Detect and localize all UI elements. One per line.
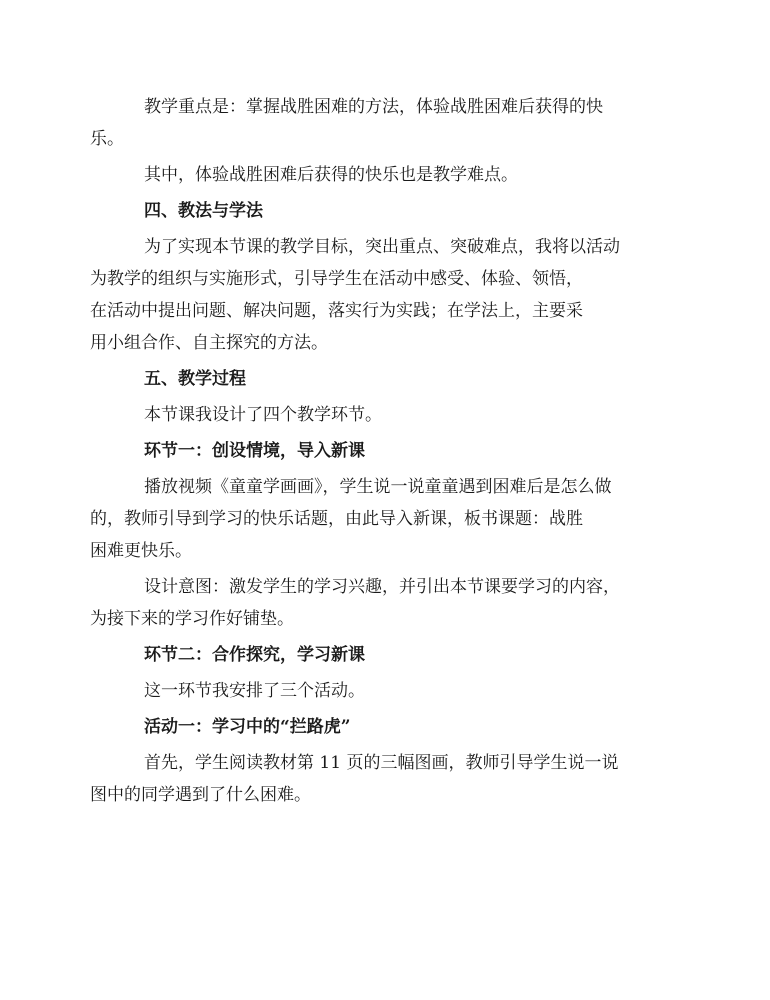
text-line: 其中，体验战胜困难后获得的快乐也是教学难点。 (144, 165, 518, 185)
paragraph-four-steps (117, 399, 657, 431)
text-line: 困难更快乐。 (90, 541, 192, 561)
paragraph-teaching-difficulty (117, 159, 657, 191)
text-line: 本节课我设计了四个教学环节。 (144, 405, 382, 425)
paragraph-three-activities (117, 675, 657, 707)
text-line: 图中的同学遇到了什么困难。 (90, 785, 311, 805)
text-line: 设计意图：激发学生的学习兴趣，并引出本节课要学习的内容， (144, 577, 620, 597)
heading-step-two (117, 639, 657, 671)
text-line: 乐。 (90, 129, 124, 149)
heading-text: 环节一：创设情境，导入新课 (144, 441, 365, 461)
text-line: 在活动中提出问题、解决问题，落实行为实践；在学法上，主要采 (90, 301, 583, 321)
text-line: 教学重点是：掌握战胜困难的方法，体验战胜困难后获得的快 (144, 97, 603, 117)
heading-text: 五、教学过程 (144, 369, 246, 389)
paragraph-teaching-focus (90, 91, 657, 155)
heading-step-one (117, 435, 657, 467)
heading-text: 环节二：合作探究，学习新课 (144, 645, 365, 665)
text-line: 为了实现本节课的教学目标，突出重点、突破难点，我将以活动 (144, 237, 620, 257)
text-line: 为教学的组织与实施形式，引导学生在活动中感受、体验、领悟， (90, 269, 583, 289)
paragraph-methods (90, 231, 657, 359)
text-line: 的，教师引导到学习的快乐话题，由此导入新课，板书课题：战胜 (90, 509, 583, 529)
heading-text: 活动一：学习中的“拦路虎” (144, 717, 351, 737)
paragraph-step-one (90, 471, 657, 567)
heading-activity-one (117, 711, 657, 743)
text-line: 首先，学生阅读教材第 11 页的三幅图画，教师引导学生说一说 (144, 753, 619, 773)
text-line: 为接下来的学习作好铺垫。 (90, 609, 294, 629)
text-line: 播放视频《童童学画画》，学生说一说童童遇到困难后是怎么做 (144, 477, 612, 497)
heading-text: 四、教法与学法 (144, 201, 263, 221)
text-line: 这一环节我安排了三个活动。 (144, 681, 365, 701)
document-page (90, 91, 657, 811)
text-line: 用小组合作、自主探究的方法。 (90, 333, 328, 353)
paragraph-activity-one (90, 747, 657, 811)
heading-process (117, 363, 657, 395)
heading-methods (117, 195, 657, 227)
paragraph-design-intent (90, 571, 657, 635)
